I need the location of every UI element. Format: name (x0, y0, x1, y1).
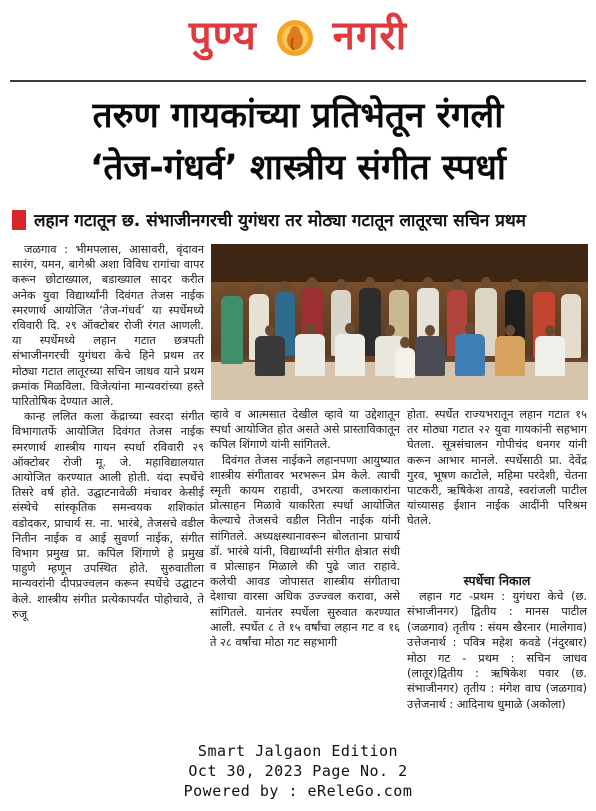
results-text: लहान गट -प्रथम : युगंधरा केचे (छ. संभाजीनगर) द्वितीय : मानस पाटील (जळगाव) तृतीय : संयम खैरनार (मालेगाव) उत्तेजनार्थ : पवित्र महेश कवडे (नंदुरबार) मोठा गट - प्रथम : सचिन जाधव (लातूर)द्वितीय : ऋषिकेश पवार (छ. संभाजीनगर) तृतीय : मंगेश वाघ (जळगाव) उत्तेजनार्थ : आदिनाथ धुमाळे (अकोला) (407, 590, 587, 711)
photo-person-head (345, 323, 355, 334)
ganesha-emblem-icon (276, 18, 314, 58)
photo-person-head (481, 277, 491, 288)
photo-person-head (400, 337, 410, 348)
photo-person (295, 334, 325, 376)
photo-person-head (425, 325, 435, 336)
photo-backdrop-banner (211, 244, 588, 282)
footer-powered-by: Powered by : eReleGo.com (183, 782, 413, 800)
photo-person-head (265, 325, 275, 336)
photo-person (221, 296, 243, 364)
photo-person-head (254, 283, 264, 294)
photo-person-head (545, 325, 555, 336)
photo-person-head (305, 323, 315, 334)
photo-person-head (280, 281, 290, 292)
photo-person-head (365, 277, 375, 288)
article-column-3 (407, 407, 587, 529)
photo-person-head (510, 279, 520, 290)
results-box (407, 589, 587, 712)
photo-person-head (566, 283, 576, 294)
article-paragraph: होता. स्पर्धेत राज्यभरातून लहान गटात १५ तर मोठ्या गटात २२ युवा गायकांनी सहभाग घेतला. सूत्रसंचालन गोपीचंद धनगर यांनी करून आभार मानले. स्पर्धेसाठी प्रा. देवेंद्र गुरव, भूषण काटोले, महिमा परदेशी, चेतना पाटकरी, ऋषिकेश तायडे, स्वरांजली पाटील यांच्यासह ईशान नाईक आदींनी परिश्रम घेतले. (407, 408, 587, 528)
footer-date-page: Oct 30, 2023 Page No. 2 (188, 762, 408, 780)
photo-person-head (336, 279, 346, 290)
newspaper-logo (0, 6, 596, 61)
photo-person (255, 336, 285, 376)
article-column-2 (210, 407, 400, 650)
photo-person-head (385, 325, 395, 336)
logo-text-right: नगरी (332, 13, 408, 59)
logo-text-left: पुण्य (188, 13, 257, 59)
article-paragraph: दिवंगत तेजस नाईकने लहानपणा आयुष्यात शास्त्रीय संगीतावर भरभरून प्रेम केले. त्याची स्मृती कायम राहावी, उभरत्या कलाकारांना प्रोत्साहन मिळावे याकरिता स्पर्धा आयोजित केल्याचे तेजसचे वडील नितीन नाईक यांनी सांगितले. अध्यक्षस्थानावरून बोलताना प्राचार्य डॉ. भारंबे यांनी, विद्यार्थ्यांनी संगीत क्षेत्रात संधी व प्रोत्साहन मिळाले की पुढे जात राहावे. कलेची आवड जोपासत शास्त्रीय संगीताचा देशाचा वारसा अधिक उज्ज्वल करावा, असे सांगितले. यानंतर स्पर्धेला सुरुवात करण्यात आली. स्पर्धेत ८ ते १५ वर्षांचा लहान गट व १६ ते २८ वर्षांचा मोठा गट सहभागी (210, 453, 400, 650)
article-paragraph: व्हावे व आत्मसात देखील व्हावे या उद्देशातून स्पर्धा आयोजित होत असते असे प्रास्ताविकातून कपिल शिंगाणे यांनी सांगितले. (210, 408, 400, 452)
footer-edition: Smart Jalgaon Edition (197, 742, 399, 760)
photo-person-head (307, 277, 317, 288)
photo-person (335, 334, 365, 376)
photo-person (415, 336, 445, 376)
photo-person-head (227, 285, 237, 296)
subheadline-text: लहान गटातून छ. संभाजीनगरची युगंधरा तर मोठ्या गटातून लातूरचा सचिन प्रथम (34, 211, 526, 231)
masthead (0, 0, 596, 78)
photo-person (395, 348, 415, 378)
subheadline-marker (12, 210, 26, 230)
masthead-rule (10, 80, 586, 82)
photo-person-head (539, 281, 549, 292)
article-paragraph: कान्ह ललित कला केंद्राच्या स्वरदा संगीत विभागातर्फे आयोजित दिवंगत तेजस नाईक स्मरणार्थ शास्त्रीय गायन स्पर्धा रविवारी २९ ऑक्टोबर रोजी मू. जे. महाविद्यालयात आयोजित करण्यात आली होती. यंदा स्पर्धेचे तिसरे वर्ष होते. उद्घाटनावेळी मंचावर केसीई संस्थेचे सांस्कृतिक समन्वयक शशिकांत वडोदकर, प्राचार्य स. ना. भारंबे, तेजसचे वडील नितीन नाईक व आई सुवर्णा नाईक, संगीत विभाग प्रमुख प्रा. कपिल शिंगाणे हे प्रमुख पाहुणे म्हणून उपस्थित होते. सुरुवातीला मान्यवरांनी दीपप्रज्वलन करून स्पर्धेचे उद्घाटन केले. शास्त्रीय संगीत प्रत्येकापर्यंत पोहोचावे, ते रुजू (12, 410, 204, 621)
photo-person (455, 334, 485, 376)
photo-person-head (452, 279, 462, 290)
article-column-1 (12, 242, 204, 622)
photo-person-head (394, 279, 404, 290)
results-title: स्पर्धेचा निकाल (463, 573, 531, 588)
photo-person (535, 336, 565, 376)
subheadline (10, 206, 586, 234)
photo-person (495, 336, 525, 376)
headline-line-2: ‘तेज-गंधर्व’ शास्त्रीय संगीत स्पर्धा (90, 148, 506, 188)
photo-person-head (423, 277, 433, 288)
event-group-photo (211, 244, 588, 400)
headline-line-1: तरुण गायकांच्या प्रतिभेतून रंगली (92, 96, 504, 136)
article-paragraph: जळगाव : भीमपलास, आसावरी, वृंदावन सारंग, यमन, बागेश्री अशा विविध रागांचा वापर करून छोटाख्याल, बडाख्याल सादर करीत अनेक युवा विद्यार्थ्यांनी दिवंगत तेजस नाईक स्मरणार्थ आयोजित ‘तेज-गंधर्व’ या स्पर्धेमध्ये रविवारी दि. २९ ऑक्टोबर रोजी रंगत आणली. या स्पर्धेमध्ये लहान गटात छत्रपती संभाजीनगरची युगंधरा केचे हिने प्रथम तर मोठ्या गटात लातूरच्या सचिन जाधव याने प्रथम क्रमांक मिळविला. विजेत्यांना मान्यवरांच्या हस्ते पारितोषिक देण्यात आले. (12, 243, 204, 409)
photo-person-head (505, 325, 515, 336)
photo-person-head (465, 323, 475, 334)
